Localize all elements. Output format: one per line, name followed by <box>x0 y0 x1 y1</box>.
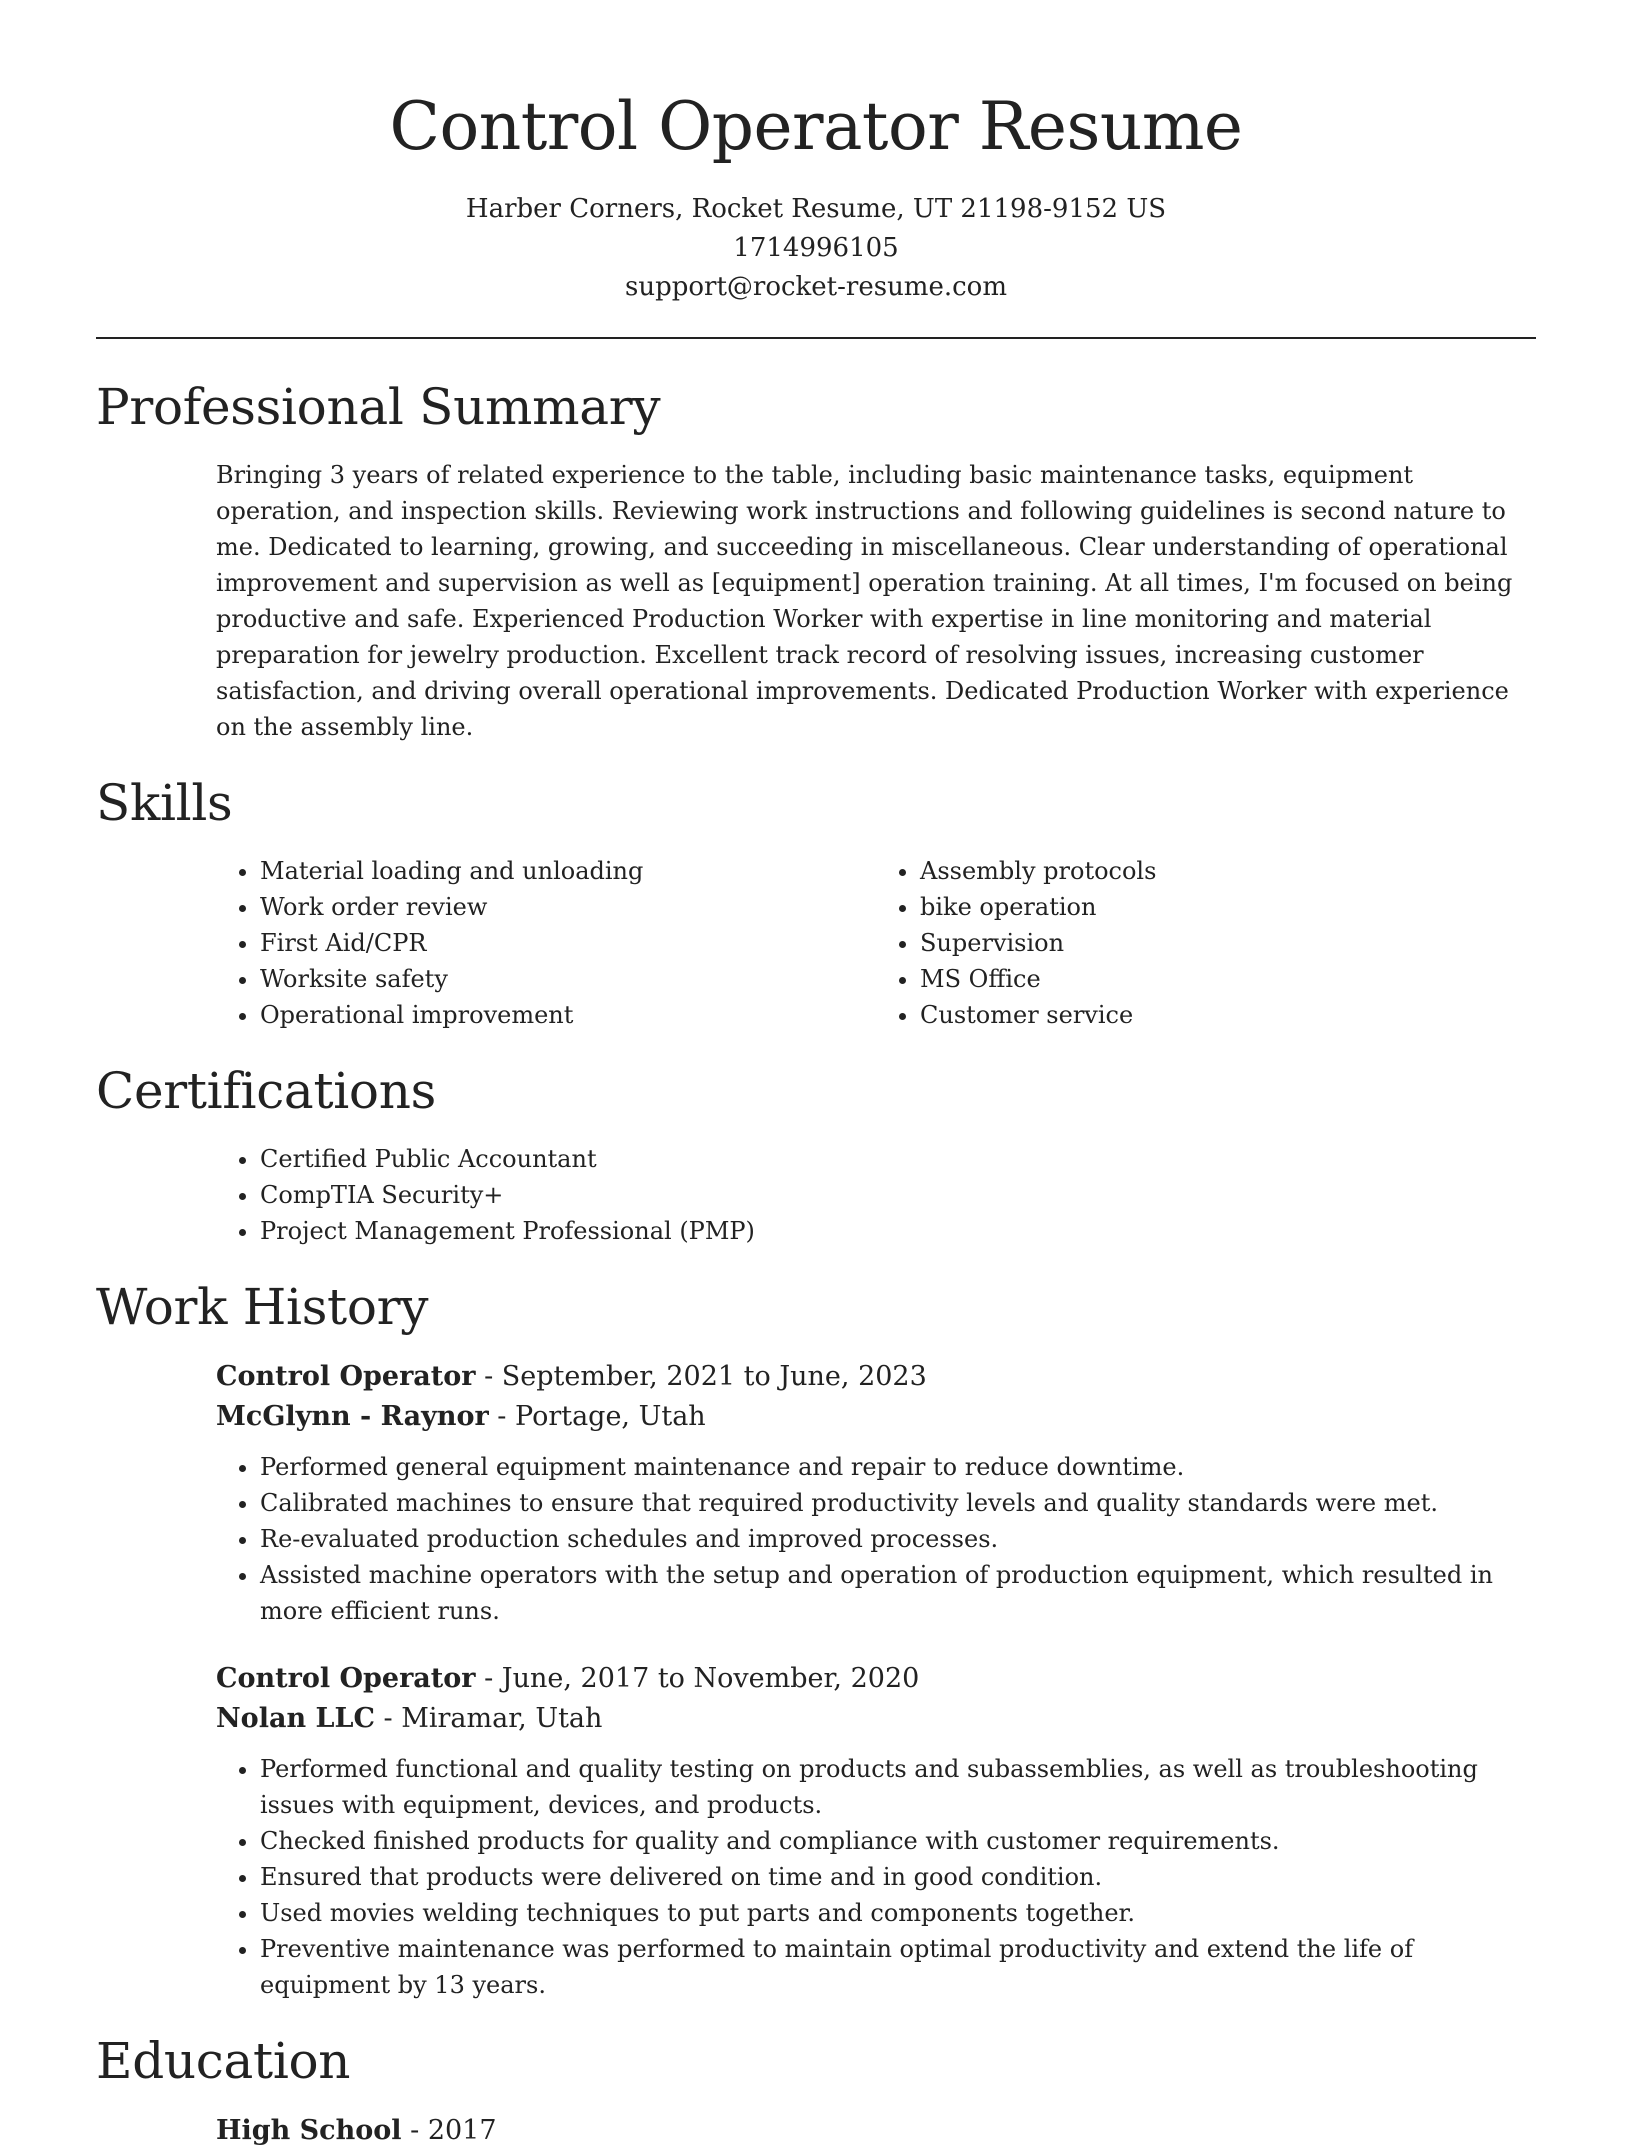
skills-section <box>96 771 1536 1033</box>
certifications-heading: Certifications <box>96 1062 436 1120</box>
certifications-list-wrap <box>216 1141 1536 1249</box>
job-bullet: • Ensured that products were delivered on time and in good condition. <box>260 1859 1536 1895</box>
job-bullet: • Performed functional and quality testing on products and subassemblies, as well as troubleshooting issues with equipment, devices, and products. <box>260 1751 1536 1823</box>
skill-item: • bike operation <box>920 889 1536 925</box>
skill-item: • Assembly protocols <box>920 853 1536 889</box>
job-bullet: • Performed general equipment maintenance and repair to reduce downtime. <box>260 1449 1536 1485</box>
job-entry <box>216 1659 1536 2003</box>
job-company: Nolan LLC <box>216 1703 375 1734</box>
job-company-line <box>216 1397 1536 1437</box>
skills-right-list <box>876 853 1536 1033</box>
job-bullet: • Re-evaluated production schedules and improved processes. <box>260 1521 1536 1557</box>
job-entry <box>216 1357 1536 1629</box>
job-role: Control Operator <box>216 1361 476 1392</box>
job-role: Control Operator <box>216 1663 476 1694</box>
job-dates: - June, 2017 to November, 2020 <box>475 1663 920 1694</box>
job-bullet: • Used movies welding techniques to put parts and components together. <box>260 1895 1536 1931</box>
contact-email: support@rocket-resume.com <box>624 272 1007 302</box>
skill-item: • Material loading and unloading <box>260 853 876 889</box>
work-history-section <box>96 1275 1536 2003</box>
work-history-heading: Work History <box>96 1278 429 1336</box>
job-company: McGlynn - Raynor <box>216 1401 489 1432</box>
certification-item: • Project Management Professional (PMP) <box>260 1213 1536 1249</box>
resume-header <box>96 0 1536 307</box>
summary-text: Bringing 3 years of related experience to the table, including basic maintenance tasks, equipment operation, and inspection skills. Reviewing work instructions and following guidelines is second nature to me. Dedicated to learning, growing, and succeeding in miscellaneous. Clear understanding of operational improvement and supervision as well as [equipment] operation training. At all times, I'm focused on being productive and safe. Experienced Production Worker with expertise in line monitoring and material preparation for jewelry production. Excellent track record of resolving issues, increasing customer satisfaction, and driving overall operational improvements. Dedicated Production Worker with experience on the assembly line. <box>216 461 1513 741</box>
job-bullets <box>216 1449 1536 1629</box>
job-bullets <box>216 1751 1536 2003</box>
job-location: - Miramar, Utah <box>374 1703 603 1734</box>
education-section <box>96 2029 1536 2151</box>
job-company-line <box>216 1699 1536 1739</box>
contact-phone: 1714996105 <box>733 233 899 263</box>
job-title-line <box>216 1357 1536 1397</box>
header-divider <box>96 337 1536 339</box>
job-bullet: • Calibrated machines to ensure that required productivity levels and quality standards were met. <box>260 1485 1536 1521</box>
skills-left-list <box>216 853 876 1033</box>
education-entry <box>216 2111 1536 2151</box>
skill-item: • Customer service <box>920 997 1536 1033</box>
education-heading: Education <box>96 2032 351 2090</box>
certification-item: • Certified Public Accountant <box>260 1141 1536 1177</box>
summary-section <box>96 375 1536 745</box>
skill-item: • Operational improvement <box>260 997 876 1033</box>
job-bullet: • Preventive maintenance was performed to maintain optimal productivity and extend the life of equipment by 13 years. <box>260 1931 1536 2003</box>
skill-item: • Work order review <box>260 889 876 925</box>
education-degree: High School <box>216 2115 402 2146</box>
job-bullet: • Checked finished products for quality and compliance with customer requirements. <box>260 1823 1536 1859</box>
job-dates: - September, 2021 to June, 2023 <box>475 1361 927 1392</box>
skills-heading: Skills <box>96 774 233 832</box>
job-bullet: • Assisted machine operators with the setup and operation of production equipment, which resulted in more efficient runs. <box>260 1557 1536 1629</box>
resume-title: Control Operator Resume <box>389 88 1243 165</box>
skills-grid <box>216 853 1536 1033</box>
skill-item: • Worksite safety <box>260 961 876 997</box>
resume-page <box>96 0 1536 2151</box>
certifications-list <box>216 1141 1536 1249</box>
skill-item: • MS Office <box>920 961 1536 997</box>
certifications-section <box>96 1059 1536 1249</box>
skill-item: • Supervision <box>920 925 1536 961</box>
certification-item: • CompTIA Security+ <box>260 1177 1536 1213</box>
summary-heading: Professional Summary <box>96 378 661 436</box>
contact-block <box>96 190 1536 307</box>
job-location: - Portage, Utah <box>488 1401 706 1432</box>
job-title-line <box>216 1659 1536 1699</box>
skill-item: • First Aid/CPR <box>260 925 876 961</box>
education-year: - 2017 <box>401 2115 497 2146</box>
contact-address: Harber Corners, Rocket Resume, UT 21198-9152 US <box>465 194 1167 224</box>
